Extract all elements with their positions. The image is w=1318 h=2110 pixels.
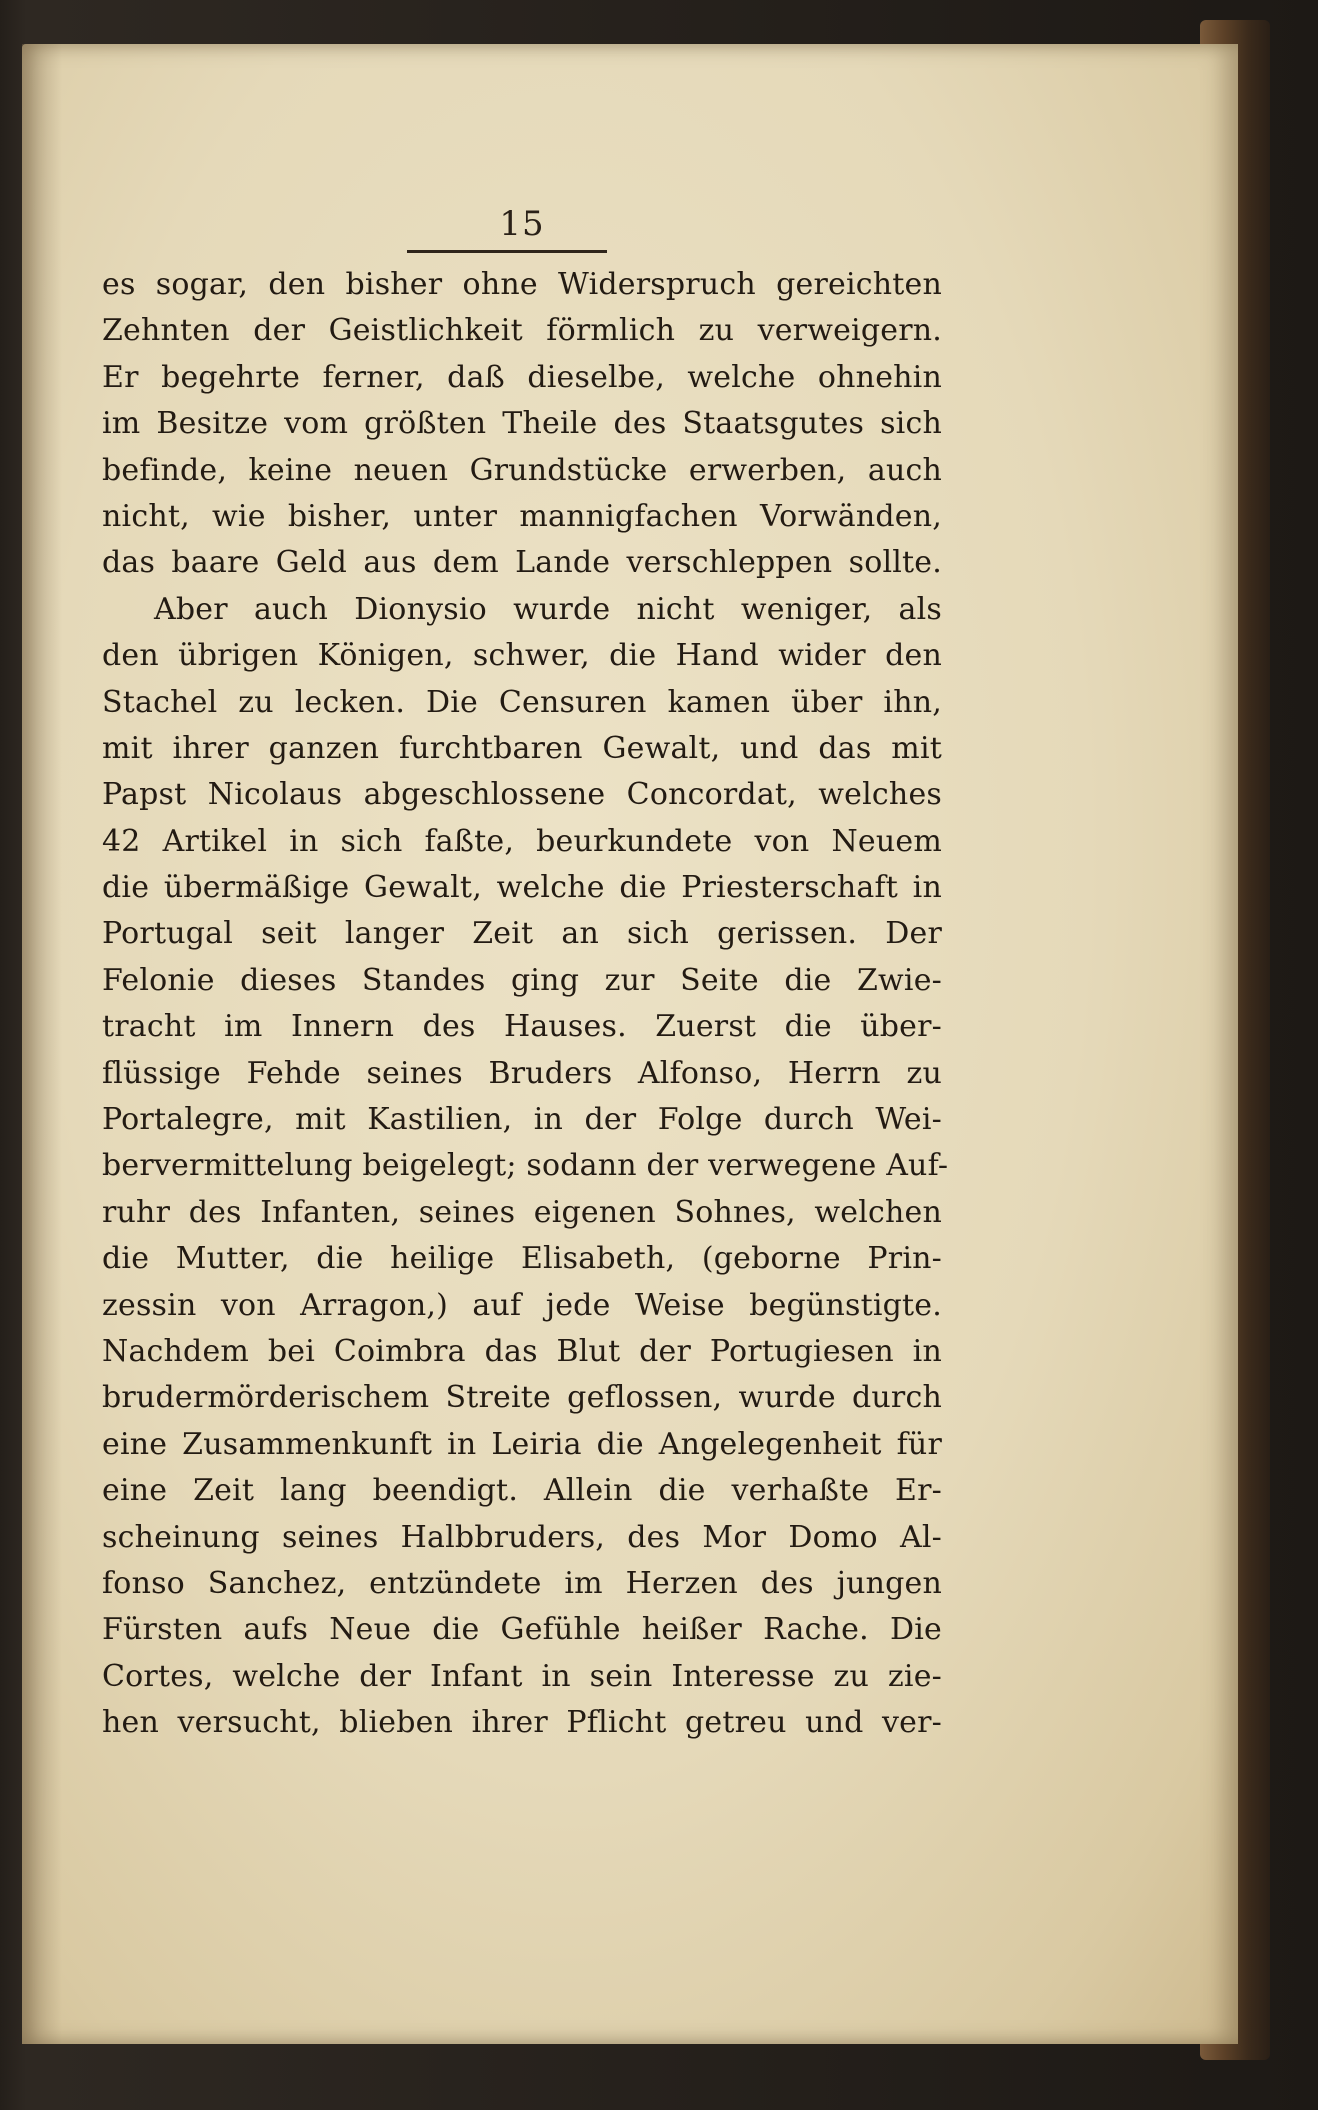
page-gutter-shadow — [22, 44, 62, 2044]
text-line: 42 Artikel in sich faßte, beurkundete von Neuem — [102, 823, 942, 859]
text-line: Portugal seit langer Zeit an sich gerissen. Der — [102, 916, 942, 952]
text-line: Fürsten aufs Neue die Gefühle heißer Rache. Die — [102, 1612, 942, 1648]
text-line: den übrigen Königen, schwer, die Hand wider den — [102, 638, 942, 674]
text-line: brudermörderischem Streite geflossen, wurde durch — [102, 1380, 942, 1416]
text-line: Nachdem bei Coimbra das Blut der Portugiesen in — [102, 1333, 942, 1369]
text-line: tracht im Innern des Hauses. Zuerst die über- — [102, 1009, 942, 1045]
text-line: Portalegre, mit Kastilien, in der Folge durch Wei- — [102, 1102, 942, 1138]
text-line: eine Zeit lang beendigt. Allein die verhaßte Er- — [102, 1473, 942, 1509]
text-line: Cortes, welche der Infant in sein Interesse zu zie- — [102, 1658, 942, 1694]
text-line: eine Zusammenkunft in Leiria die Angelegenheit für — [102, 1426, 942, 1462]
text-line: Aber auch Dionysio wurde nicht weniger, als — [154, 591, 942, 627]
book-page — [22, 44, 1238, 2044]
text-line: die Mutter, die heilige Elisabeth, (geborne Prin- — [102, 1241, 942, 1277]
text-line: das baare Geld aus dem Lande verschleppen sollte. — [102, 545, 942, 581]
text-line: es sogar, den bisher ohne Widerspruch gereichten — [102, 267, 942, 302]
text-line: Papst Nicolaus abgeschlossene Concordat, welches — [102, 777, 942, 813]
text-line: flüssige Fehde seines Bruders Alfonso, Herrn zu — [102, 1055, 942, 1091]
text-line: zessin von Arragon,) auf jede Weise begünstigte. — [102, 1287, 942, 1323]
text-line: scheinung seines Halbbruders, des Mor Domo Al- — [102, 1519, 942, 1555]
text-line: Stachel zu lecken. Die Censuren kamen über ihn, — [102, 684, 942, 720]
text-line: mit ihrer ganzen furchtbaren Gewalt, und das mit — [102, 730, 942, 766]
text-line: fonso Sanchez, entzündete im Herzen des jungen — [102, 1565, 942, 1601]
text-line: im Besitze vom größten Theile des Staatsgutes sich — [102, 406, 942, 442]
text-line: befinde, keine neuen Grundstücke erwerben, auch — [102, 452, 942, 488]
body-text — [102, 262, 949, 1747]
text-line: Zehnten der Geistlichkeit förmlich zu verweigern. — [102, 313, 942, 349]
text-line: Er begehrte ferner, daß dieselbe, welche ohnehin — [102, 359, 942, 395]
text-line: nicht, wie bisher, unter mannigfachen Vorwänden, — [102, 498, 942, 534]
page-number: 15 — [499, 204, 545, 244]
text-line: die übermäßige Gewalt, welche die Priesterschaft in — [102, 870, 942, 906]
text-line: hen versucht, blieben ihrer Pflicht getreu und ver- — [102, 1705, 942, 1741]
page-number-rule — [407, 250, 607, 253]
text-line: bervermittelung beigelegt; sodann der verwegene Auf- — [102, 1148, 949, 1184]
text-line: ruhr des Infanten, seines eigenen Sohnes, welchen — [102, 1194, 942, 1230]
text-line: Felonie dieses Standes ging zur Seite die Zwie- — [102, 962, 942, 998]
